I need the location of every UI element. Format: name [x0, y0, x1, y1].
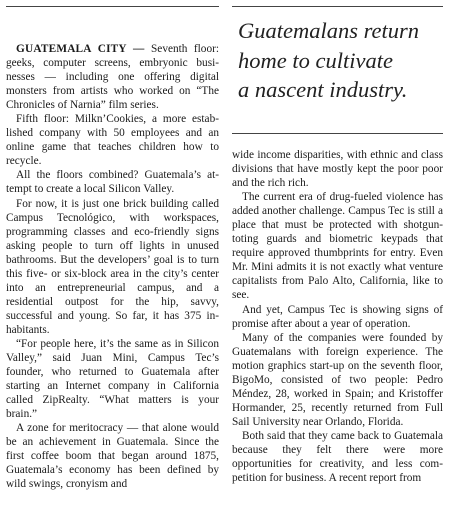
article-paragraph: A zone for meritocracy — that alone would be an achievement in Guatemala. Since the first coffee boom that began around 1875, Guatemala’s economy has been defined by wild swings, cronyism and: [6, 422, 219, 491]
article-paragraph-continued: wide income disparities, with ethnic and class divisions that have mostly kept the poor poor and the rich rich.: [232, 149, 443, 190]
article-paragraph: The current era of drug-fueled violence has added another challenge. Campus Tec is still a place that must be protected with shotgun-toting guards and biometric keypads that require approved thumbprints for entry. Even Mr. Mini admits it is not exactly what venture capitalists from Palo Alto, California, like to see.: [232, 191, 443, 302]
article-paragraph: All the floors combined? Guatemala’s attempt to create a local Silicon Valley.: [6, 169, 219, 196]
article-lead-paragraph: [6, 42, 219, 112]
article-left-column: [6, 42, 219, 492]
article-paragraph: For now, it is just one brick building called Campus Tecnológico, with workspaces, programming classes and eco-friendly signs asking people to turn off lights in unused bathrooms. But the developers’ goal is to turn this five- or six-block area in the city’s center into an entrepreneurial campus, and a residential outpost for the hip, savvy, successful and young. So far, it has 375 inhabitants.: [6, 197, 219, 336]
article-paragraph: Many of the companies were founded by Guatemalans with foreign experience. The motion graphics start-up on the seventh floor, BigoMo, consisted of two people: Pedro Méndez, 28, worked in Spain; and Kristoffer Hormander, 25, recently returned from Full Sail University near Orlando, Florida.: [232, 331, 443, 428]
pullquote-line: Guatemalans return: [238, 18, 420, 43]
article-paragraph: “For people here, it’s the same as in Silicon Valley,” said Juan Mini, Campus Tec’s founder, who returned to Guatemala after starting an Internet company in California called ZipRealty. “What matters is your brain.”: [6, 337, 219, 421]
article-right-column: [232, 148, 443, 485]
top-rule: [6, 6, 219, 7]
article-paragraph: And yet, Campus Tec is showing signs of promise after about a year of operation.: [232, 303, 443, 330]
lead-text: Seventh floor: geeks, computer screens, embryonic businesses — including one offering digital monsters from artists who worked on “The Chronicles of Narnia” film series.: [6, 43, 219, 112]
pullquote-line: home to cultivate: [238, 47, 393, 73]
pullquote: [238, 16, 443, 105]
article-paragraph: Fifth floor: Milkn’Cookies, a more established company with 50 employees and an online game that teaches children how to recycle.: [6, 113, 219, 168]
article-paragraph: Both said that they came back to Guatemala because they felt there were more opportunities for creativity, and less competition for business. A recent report from: [232, 429, 443, 485]
dateline: GUATEMALA CITY —: [16, 43, 145, 55]
pullquote-line: a nascent industry.: [238, 77, 408, 102]
pullquote-bottom-rule: [232, 133, 443, 134]
